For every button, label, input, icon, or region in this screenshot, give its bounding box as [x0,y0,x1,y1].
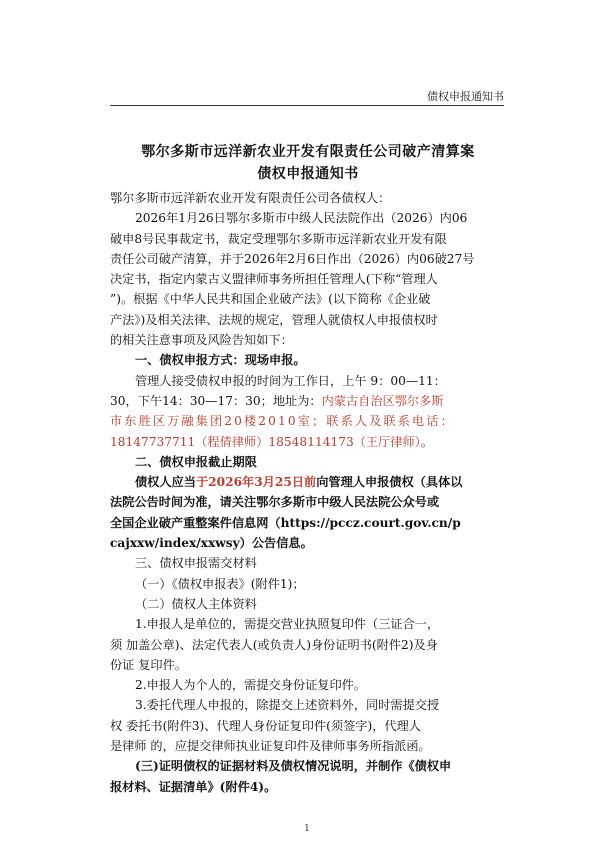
intro-paragraph [110,208,514,350]
intro-line: 的相关注意事项及风险告知如下： [110,333,293,348]
running-header: 债权申报通知书 [427,90,504,103]
section-1-text: 。 [420,434,433,449]
material-line: 须 加盖公章)、法定代表人(或负责人)身份证明书(附件2)及身 [110,637,438,652]
section-1-line [110,432,514,452]
material-line: 是律师 的，应提交律师执业证复印件及律师事务所指派函。 [110,739,431,754]
section-2-line: 法院公告时间为准，请关注鄂尔多斯市中级人民法院公众号或 [110,495,440,510]
document-title: 鄂尔多斯市远洋新农业开发有限责任公司破产清算案 [141,144,475,160]
material-line: 权 委托书(附件3)、代理人身份证复印件(须签字)，代理人 [110,718,421,733]
section-heading-3: 三、债权申报需交材料 [135,556,257,571]
material-item-3 [110,756,514,797]
material-line: 3.委托代理人申报的，除提交上述资料外，同时需提交授 [135,698,440,713]
website-url: cajxxw/index/xxwsy [110,536,240,551]
section-2-text: ）公告信息。 [239,536,313,551]
deadline-highlight: 于2026年3月25日前 [195,475,317,490]
material-item-1: （一）《债权申报表》(附件1)； [135,576,305,591]
material-line: 1.申报人是单位的，需提交营业执照复印件（三证合一， [135,617,440,632]
header-rule [110,105,504,106]
material-point-1 [110,614,514,675]
section-2-text: 债权人应当 [135,475,196,490]
intro-line: 责任公司破产清算，并于2026年2月6日作出（2026）内06破27号 [110,251,475,266]
section-2-text: 全国企业破产重整案件信息网（ [110,515,281,530]
website-url: https://pccz.court.gov.cn/p [280,515,461,530]
document-subtitle: 债权申报通知书 [257,166,359,182]
intro-line: ”)。根据《中华人民共和国企业破产法》(以下简称《企业破 [110,292,431,307]
contact-phones: 18147737711（程倩律师）18548114173（王厅律师） [110,434,421,449]
section-heading-1: 一、债权申报方式：现场申报。 [135,353,306,368]
document-body [110,188,514,797]
material-point-3 [110,695,514,756]
intro-line: 决定书，指定内蒙古义盟律师事务所担任管理人(下称“管理人 [110,272,438,287]
page-number: 1 [304,824,310,834]
salutation: 鄂尔多斯市远洋新农业开发有限责任公司各债权人： [110,191,391,205]
material-point-2: 2.申报人为个人的，需提交身份证复印件。 [135,678,367,693]
intro-line: 2026年1月26日鄂尔多斯市中级人民法院作出（2026）内06 [135,211,468,226]
section-2-line [110,513,514,533]
material-item-2: （二）债权人主体资料 [135,596,257,611]
section-2-text: 向管理人申报债权（具体以 [316,475,463,490]
section-2-line [110,472,514,492]
intro-line: 破申8号民事裁定书，裁定受理鄂尔多斯市远洋新农业开发有限 [110,231,447,246]
section-1-paragraph [110,371,514,452]
section-heading-2: 二、债权申报截止期限 [135,454,257,469]
material-line: (三)证明债权的证据材料及债权情况说明，并制作《债权申 [135,759,452,774]
section-1-line [110,391,514,411]
address-highlight: 内蒙古自治区鄂尔多斯 [321,393,444,408]
section-1-line: 管理人接受债权申报的时间为工作日，上午 9：00—11： [135,373,446,388]
address-highlight: 市东胜区万融集团20楼2010室；联系人及联系电话： [110,414,455,429]
intro-line: 产法》)及相关法律、法规的规定，管理人就债权人申报债权时 [110,312,438,327]
section-2-line [110,533,514,553]
material-line: 份证 复印件。 [110,657,187,672]
section-2-paragraph [110,472,514,553]
section-1-text: 30，下午14：30—17：30；地址为： [110,393,322,408]
material-line: 报材料、证据清单》(附件4)。 [110,779,277,794]
